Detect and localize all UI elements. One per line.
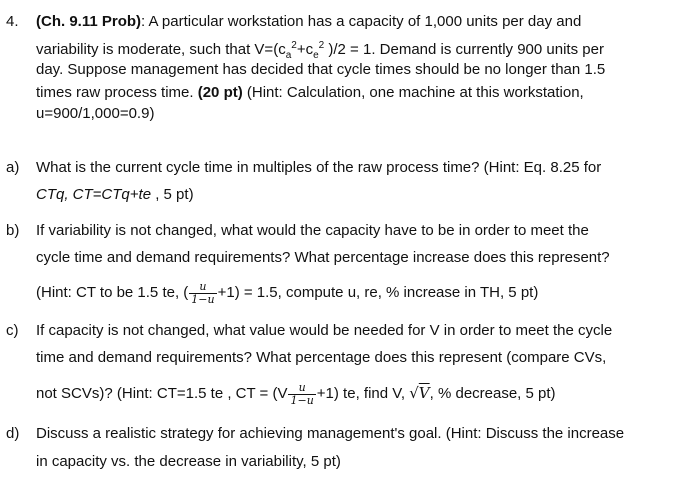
problem-text: times raw process time. (36, 84, 198, 101)
part-b-line-1: If variability is not changed, what would the capacity have to be in order to meet the (36, 222, 589, 239)
superscript-2: 2 (291, 40, 297, 51)
problem-line-3: day. Suppose management has decided that cycle times should be no longer than 1.5 (36, 61, 606, 78)
fraction (288, 382, 315, 407)
part-b-line-3 (36, 278, 538, 308)
part-d-line-2: in capacity vs. the decrease in variability, 5 pt) (36, 453, 341, 470)
problem-text: (Hint: Calculation, one machine at this workstation, (242, 84, 584, 101)
problem-line-5: u=900/1,000=0.9) (36, 105, 155, 122)
fraction-numerator: u (288, 382, 315, 395)
part-b-line-2: cycle time and demand requirements? What percentage increase does this represent? (36, 249, 610, 266)
subscript-a: a (285, 50, 292, 61)
problem-line-1 (36, 13, 581, 31)
cycle-time-formula: CTq, CT=CTq+te (36, 186, 152, 203)
superscript-2: 2 (318, 40, 325, 51)
square-root (409, 384, 429, 402)
part-text: (Hint: CT to be 1.5 te, ( (36, 284, 189, 301)
problem-number: 4. (6, 13, 19, 30)
problem-text: : A particular workstation has a capacity of 1,000 units per day and (141, 13, 582, 30)
part-text: , % decrease, 5 pt) (429, 385, 556, 402)
problem-line-4 (36, 84, 584, 102)
part-a-line-2 (36, 186, 194, 204)
part-d-line-1: Discuss a realistic strategy for achieving management's goal. (Hint: Discuss the increase (36, 425, 625, 442)
subscript-e: e (313, 50, 319, 61)
problem-text: variability is moderate, such that V=(c (36, 41, 286, 58)
problem-text: +c (296, 41, 314, 58)
radical-sign: √ (409, 384, 419, 402)
part-c-line-1: If capacity is not changed, what value would be needed for V in order to meet the cycle (36, 322, 613, 339)
part-c-label: c) (6, 322, 19, 339)
part-c-line-3 (36, 378, 556, 409)
part-c-line-2: time and demand requirements? What percentage does this represent (compare CVs, (36, 349, 607, 366)
part-text: , 5 pt) (151, 186, 194, 203)
radicand: V (418, 384, 430, 402)
part-text: not SCVs)? (Hint: CT=1.5 te , CT = (V (36, 385, 288, 402)
problem-title: (Ch. 9.11 Prob) (36, 13, 142, 30)
part-b-label: b) (6, 222, 20, 239)
fraction-numerator: u (189, 281, 216, 294)
fraction-denominator: 1−u (290, 393, 314, 407)
points-label: (20 pt) (197, 84, 243, 101)
part-a-line-1: What is the current cycle time in multiples of the raw process time? (Hint: Eq. 8.25 for (36, 159, 602, 176)
part-text: +1) = 1.5, compute u, re, % increase in TH, 5 pt) (217, 284, 539, 301)
fraction (189, 281, 216, 306)
part-a-label: a) (6, 159, 20, 176)
problem-text: )/2 = 1. Demand is currently 900 units per (324, 41, 604, 58)
fraction-denominator: 1−u (191, 292, 215, 306)
part-d-label: d) (6, 425, 20, 442)
part-text: +1) te, find V, (316, 385, 410, 402)
